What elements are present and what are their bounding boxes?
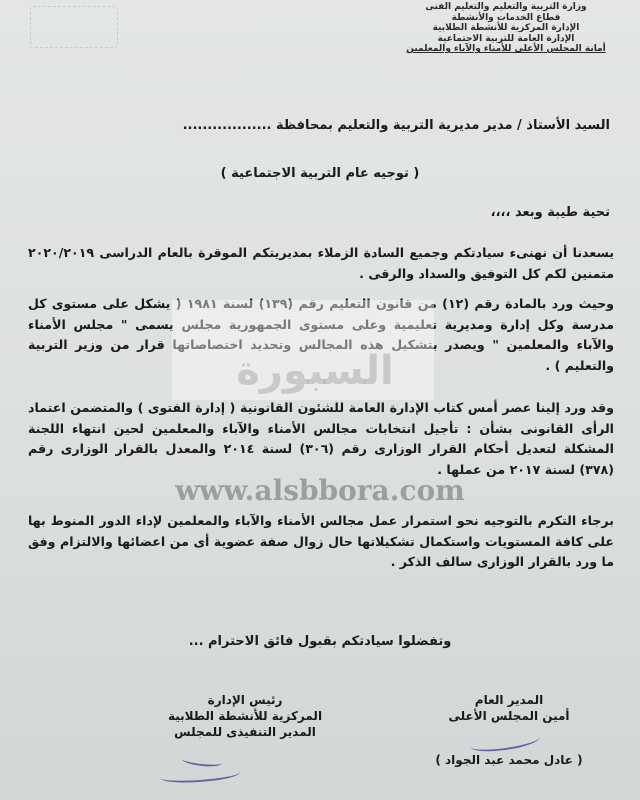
letterhead-line-sector: قطاع الخدمات والأنشطة xyxy=(451,12,561,23)
letterhead-line-central-admin: الإدارة المركزية للأنشطة الطلابية xyxy=(432,23,580,34)
sig-right-title-2: أمين المجلس الأعلى xyxy=(448,709,570,723)
faded-stamp xyxy=(30,6,118,48)
signature-block-left xyxy=(150,692,340,740)
letterhead-line-council: أمانة المجلس الأعلى للأمناء والآباء والمعلمين xyxy=(406,44,606,55)
handwritten-signature-left xyxy=(160,765,241,785)
addressee-line: السيد الأستاذ / مدير مديرية التربية والتعليم بمحافظة .................. xyxy=(182,118,610,133)
sig-left-title-2: المركزية للأنشطة الطلابية xyxy=(167,709,323,723)
sig-left-title-1: رئيس الإدارة xyxy=(207,693,283,707)
paragraph-request: برجاء التكرم بالتوجيه نحو استمرار عمل مجالس الأمناء والآباء والمعلمين لإداء الدور المنوط بها على كافة المستويات واستكمال تشكيلاتها حال زوال صفة عضوية أى من اعضائها والالتزام وفق ما ورد بالقرار الوزارى سالف الذكر . xyxy=(28,513,614,569)
watermark-logo: السبورة xyxy=(236,348,394,394)
signature-block-right xyxy=(414,692,604,768)
watermark-url: www.alsbbora.com xyxy=(175,474,465,507)
greeting: تحية طيبة وبعد ،،،، xyxy=(490,205,610,220)
sig-left-title-3: المدير التنفيذى للمجلس xyxy=(174,725,316,739)
letterhead xyxy=(386,2,626,55)
sig-right-name: ( عادل محمد عبد الجواد ) xyxy=(435,753,583,767)
sig-right-title-1: المدير العام xyxy=(474,693,544,707)
letterhead-line-general-admin: الإدارة العامة للتربية الاجتماعية xyxy=(437,33,575,44)
letterhead-line-ministry: وزارة التربية والتعليم والتعليم الفنى xyxy=(425,2,587,12)
paragraph-legal-opinion: وقد ورد إلينا عصر أمس كتاب الإدارة العامة للشئون القانونية ( إدارة الفتوى ) والمتضمن اعتماد الرأى القانونى بشأن : تأجيل انتخابات مجالس الأمناء والآباء والمعلمين لحين انتهاء اللجنة المشكلة لتعديل أحكام القرار الوزارى رقم (٣٠٦) لسنة ٢٠١٤ والمعدل بالقرار الوزارى رقم (٣٧٨) لسنة ٢٠١٧ من عملها . xyxy=(28,400,614,477)
letter-subject: ( توجيه عام التربية الاجتماعية ) xyxy=(220,166,420,181)
paragraph-congratulations: يسعدنا أن نهنىء سيادتكم وجميع السادة الزملاء بمديريتكم الموقرة بالعام الدراسى ٢٠٢٠/٢٠١٩ متمنين لكم كل التوفيق والسداد والرقى . xyxy=(28,245,614,281)
paragraph-law-article: وحيث ورد بالمادة رقم (١٢) من قانون التعليم رقم (١٣٩) لسنة ١٩٨١ ( يشكل على مستوى كل مدرسة وكل إدارة ومديرية تعليمية وعلى مستوى الجمهورية مجلس يسمى " مجلس الأمناء والآباء والمعلمين " ويصدر بتشكيل هذه المجالس وتحديد اختصاصاتها قرار من وزير التربية والتعليم ) . xyxy=(28,296,614,373)
closing-line: وتفضلوا سيادتكم بقبول فائق الاحترام ... xyxy=(188,634,452,649)
handwritten-initials-left xyxy=(182,754,223,768)
